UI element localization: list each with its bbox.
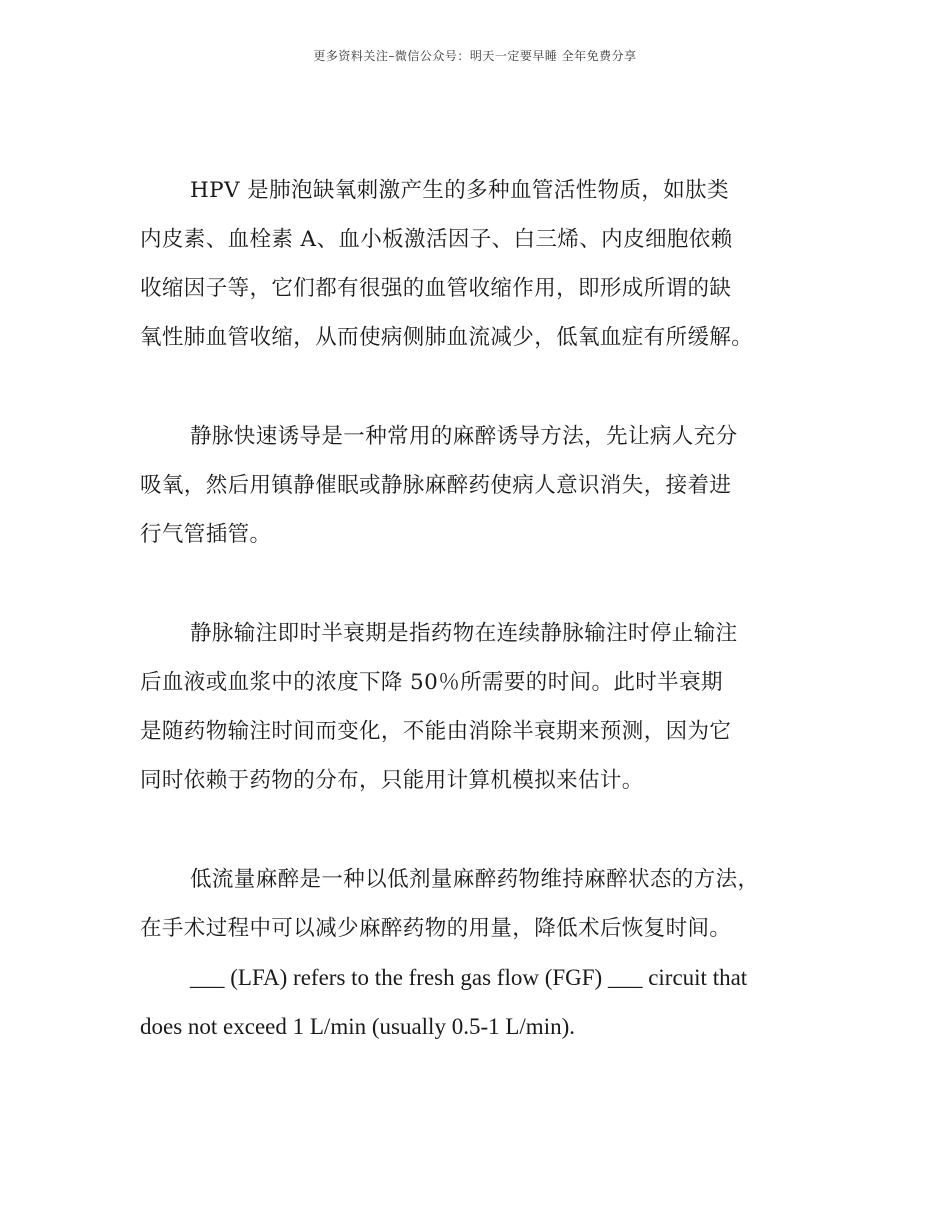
- paragraph-line: does not exceed 1 L/min (usually 0.5-1 L/min).: [140, 1014, 575, 1039]
- paragraph-spacer: [140, 559, 840, 609]
- page-header: 更多资料关注–微信公众号：明天一定要早睡 全年免费分享: [313, 49, 637, 63]
- paragraph-line: 内皮素、血栓素 A、血小板激活因子、白三烯、内皮细胞依赖: [140, 227, 733, 252]
- paragraph-line: ___ (LFA) refers to the fresh gas flow (FGF) ___ circuit that: [190, 965, 748, 990]
- paragraph-line: 静脉输注即时半衰期是指药物在连续静脉输注时停止输注: [190, 621, 738, 646]
- paragraph-line: 吸氧，然后用镇静催眠或静脉麻醉药使病人意识消失，接着进: [140, 473, 732, 498]
- paragraph-line: 收缩因子等，它们都有很强的血管收缩作用，即形成所谓的缺: [140, 276, 732, 301]
- paragraph-line: 同时依赖于药物的分布，只能用计算机模拟来估计。: [140, 768, 644, 793]
- paragraph-line: 后血液或血浆中的浓度下降 50％所需要的时间。此时半衰期: [140, 670, 723, 695]
- paragraph-line: HPV 是肺泡缺氧刺激产生的多种血管活性物质，如肽类: [190, 178, 729, 203]
- paragraph-line: 在手术过程中可以减少麻醉药物的用量，降低术后恢复时间。: [140, 916, 732, 941]
- paragraph-spacer: [140, 805, 840, 855]
- paragraph-line: 氧性肺血管收缩，从而使病侧肺血流减少，低氧血症有所缓解。: [140, 325, 754, 350]
- paragraph-line: 静脉快速诱导是一种常用的麻醉诱导方法，先让病人充分: [190, 424, 738, 449]
- document-body: [140, 166, 840, 1051]
- paragraph-line: 行气管插管。: [140, 522, 272, 547]
- paragraph-rapid-induction: [140, 412, 840, 559]
- paragraph-lfa-english: [140, 953, 840, 1051]
- paragraph-low-flow-anesthesia: [140, 855, 840, 953]
- paragraph-context-sensitive-half-time: [140, 609, 840, 805]
- paragraph-line: 是随药物输注时间而变化，不能由消除半衰期来预测，因为它: [140, 719, 732, 744]
- paragraph-hpv: [140, 166, 840, 362]
- paragraph-line: 低流量麻醉是一种以低剂量麻醉药物维持麻醉状态的方法，: [190, 867, 760, 892]
- paragraph-spacer: [140, 362, 840, 412]
